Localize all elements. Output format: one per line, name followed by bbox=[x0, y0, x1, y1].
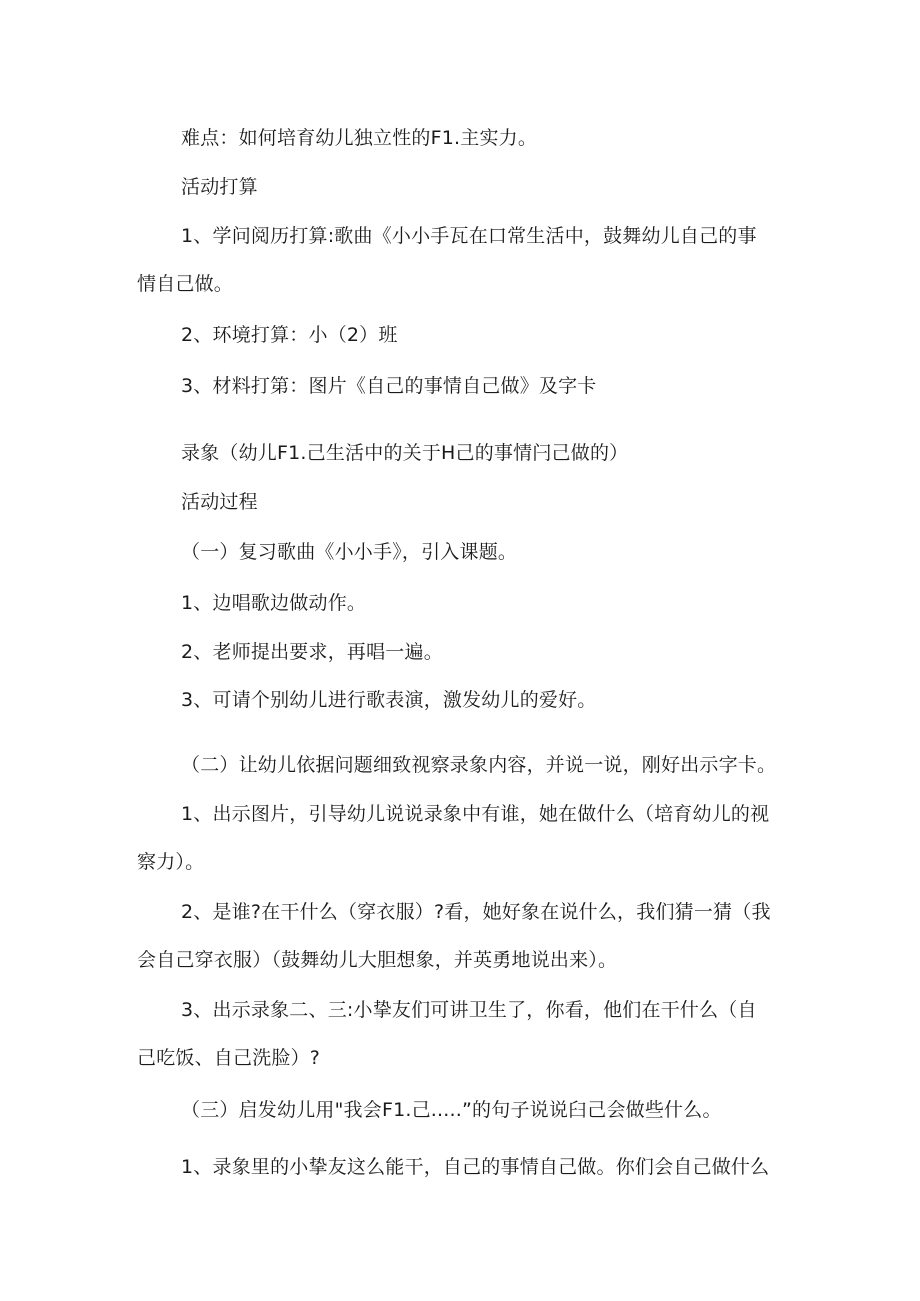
prep-item-2: 2、环境打算：小（2）班 bbox=[181, 324, 398, 346]
section-two-item-3: 3、出示录象二、三:小挚友们可讲卫生了，你看，他们在干什么（自 bbox=[181, 999, 757, 1021]
section-two-heading: （二）让幼儿依据问题细致视察录象内容，并说一说，刚好出示字卡。 bbox=[181, 754, 777, 776]
section-three-heading: （三）启发幼儿用"我会F1.己.....”的句子说说臼己会做些什么。 bbox=[181, 1099, 722, 1121]
prep-item-3: 3、材料打第：图片《自己的事情自己做》及字卡 bbox=[181, 375, 597, 397]
activity-prep-heading: 活动打算 bbox=[181, 176, 258, 198]
difficulty-line: 难点：如何培育幼儿独立性的F1.主实力。 bbox=[181, 127, 538, 149]
section-two-item-1: 1、出示图片，引导幼儿说说录象中有谁，她在做什么（培育幼儿的视 bbox=[181, 803, 770, 825]
section-one-heading: （一）复习歌曲《小小手》，引入课题。 bbox=[181, 541, 518, 563]
section-one-item-1: 1、边唱歌边做动作。 bbox=[181, 592, 367, 614]
prep-item-1: 1、学问阅历打算:歌曲《小小手瓦在口常生活中，鼓舞幼儿自己的事 bbox=[181, 225, 757, 247]
section-one-item-3: 3、可请个别幼儿进行歌表演，激发幼儿的爱好。 bbox=[181, 689, 597, 711]
section-one-item-2: 2、老师提出要求，再唱一遍。 bbox=[181, 641, 443, 663]
prep-item-1-continued: 情自己做。 bbox=[137, 273, 234, 295]
section-two-item-3-continued: 己吃饭、自己洗脸）? bbox=[137, 1047, 321, 1069]
section-two-item-2: 2、是谁?在干什么（穿衣服）?看，她好象在说什么，我们猜一猜（我 bbox=[181, 901, 771, 923]
section-two-item-1-continued: 察力）。 bbox=[137, 851, 205, 873]
section-two-item-2-continued: 会自己穿衣服）（鼓舞幼儿大胆想象，并英勇地说出来）。 bbox=[137, 949, 618, 971]
section-three-item-1: 1、录象里的小挚友这么能干，自己的事情自己做。你们会自己做什么 bbox=[181, 1156, 770, 1178]
activity-process-heading: 活动过程 bbox=[181, 491, 258, 513]
video-material-line: 录象（幼儿F1.己生活中的关于H己的事情闩己做的） bbox=[181, 442, 629, 464]
